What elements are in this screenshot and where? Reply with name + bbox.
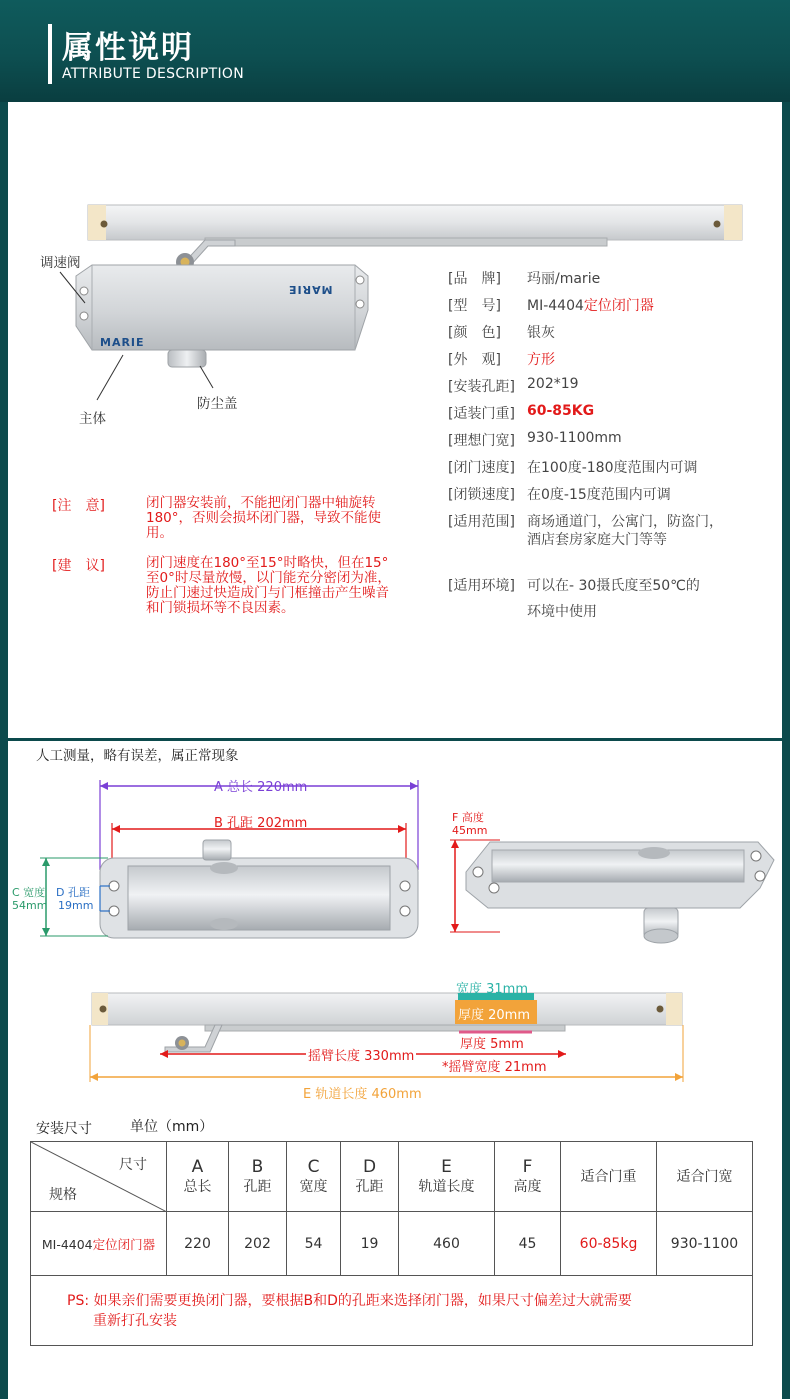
dust-cap-callout: 防尘盖 — [197, 396, 238, 412]
table-model-cell: MI-4404定位闭门器 — [31, 1212, 167, 1276]
table-cell: 54 — [287, 1212, 341, 1276]
ps-note — [31, 1276, 753, 1346]
dim-d-label: D 孔距 — [56, 886, 90, 899]
spec-value: 银灰 — [527, 325, 555, 341]
dim-f-label: F 高度 — [452, 811, 484, 824]
spec-value: 在100度-180度范围内可调 — [527, 460, 698, 476]
note-caution-text: 闭门器安装前，不能把闭门器中轴旋转180°，否则会损坏闭门器，导致不能使用。 — [146, 495, 382, 541]
spec-key: [颜 色] — [448, 325, 501, 341]
body-callout: 主体 — [79, 411, 106, 427]
dim-track-label: E 轨道长度 460mm — [303, 1087, 422, 1102]
spec-key: [适装门重] — [448, 406, 515, 422]
spec-value-line2: 酒店套房家庭大门等等 — [527, 532, 667, 548]
dim-c-label: C 宽度 — [12, 886, 46, 899]
table-header-row — [31, 1142, 753, 1212]
table-ps-row — [31, 1276, 753, 1346]
table-header: F 高度 — [495, 1142, 561, 1212]
dim-arm-width-label: *摇臂宽度 21mm — [442, 1060, 547, 1075]
table-cell: 45 — [495, 1212, 561, 1276]
note-advice-key: [建 议] — [52, 558, 105, 574]
spec-key: [安装孔距] — [448, 379, 515, 395]
table-cell: 19 — [341, 1212, 399, 1276]
table-title: 安装尺寸 — [36, 1121, 92, 1137]
spec-key: [型 号] — [448, 298, 501, 314]
table-row — [31, 1212, 753, 1276]
spec-value: 可以在- 30摄氏度至50℃的 — [527, 578, 700, 594]
spec-value: 在0度-15度范围内可调 — [527, 487, 671, 503]
ps-note-line2: 重新打孔安装 — [93, 1312, 177, 1329]
spec-value: 玛丽/marie — [527, 271, 601, 287]
spec-key: [外 观] — [448, 352, 501, 368]
brand-logo: MARIE — [100, 336, 145, 349]
ps-note-line1: PS: 如果亲们需要更换闭门器，要根据B和D的孔距来选择闭门器，如果尺寸偏差过大就需要 — [67, 1292, 632, 1309]
corner-top-label: 尺寸 — [119, 1157, 147, 1173]
spec-value: MI-4404定位闭门器 — [527, 298, 654, 314]
table-cell: 220 — [167, 1212, 229, 1276]
measure-note: 人工测量，略有误差，属正常现象 — [36, 748, 239, 764]
spec-value: 商场通道门，公寓门，防盗门， — [527, 514, 723, 530]
dim-d-value: 19mm — [58, 899, 94, 912]
table-header: 适合门重 — [561, 1142, 657, 1212]
corner-bottom-label: 规格 — [49, 1187, 77, 1203]
spec-key: [理想门宽] — [448, 433, 515, 449]
spec-key: [闭锁速度] — [448, 487, 515, 503]
spec-value: 60-85KG — [527, 403, 595, 419]
table-cell: 60-85kg — [561, 1212, 657, 1276]
dim-a-label: A 总长 220mm — [214, 780, 308, 795]
spec-key: [适用范围] — [448, 514, 515, 530]
spec-table — [30, 1141, 753, 1346]
dim-thick5-label: 厚度 5mm — [460, 1037, 524, 1052]
spec-value: 202*19 — [527, 376, 579, 392]
table-header: E 轨道长度 — [399, 1142, 495, 1212]
table-cell: 202 — [229, 1212, 287, 1276]
table-header: D 孔距 — [341, 1142, 399, 1212]
table-header: A 总长 — [167, 1142, 229, 1212]
table-unit: 单位（mm） — [130, 1119, 214, 1135]
dim-f-value: 45mm — [452, 824, 488, 837]
table-header: C 宽度 — [287, 1142, 341, 1212]
dim-width31-label: 宽度 31mm — [456, 982, 529, 997]
page-subtitle: ATTRIBUTE DESCRIPTION — [62, 66, 244, 82]
spec-value: 方形 — [527, 352, 555, 368]
table-cell: 930-1100 — [657, 1212, 753, 1276]
dim-b-label: B 孔距 202mm — [214, 816, 308, 831]
valve-callout: 调速阀 — [40, 255, 81, 271]
table-corner-cell — [31, 1142, 167, 1212]
dim-thick20-label: 厚度 20mm — [458, 1008, 531, 1023]
table-header: B 孔距 — [229, 1142, 287, 1212]
spec-value: 930-1100mm — [527, 430, 622, 446]
note-caution-key: [注 意] — [52, 498, 105, 514]
table-cell: 460 — [399, 1212, 495, 1276]
dim-c-value: 54mm — [12, 899, 48, 912]
spec-key: [品 牌] — [448, 271, 501, 287]
table-header: 适合门宽 — [657, 1142, 753, 1212]
spec-key: [适用环境] — [448, 578, 515, 594]
note-advice-text: 闭门速度在180°至15°时略快，但在15°至0°时尽量放慢，以门能充分密闭为准，防止门速过快造成门与门框撞击产生噪音和门锁损坏等不良因素。 — [146, 555, 391, 616]
spec-key: [闭门速度] — [448, 460, 515, 476]
dim-arm-length-label: 摇臂长度 330mm — [306, 1045, 416, 1064]
brand-logo-mirrored: MARIE — [288, 283, 333, 296]
page-title: 属性说明 — [62, 30, 194, 66]
spec-value-line2: 环境中使用 — [527, 604, 597, 620]
